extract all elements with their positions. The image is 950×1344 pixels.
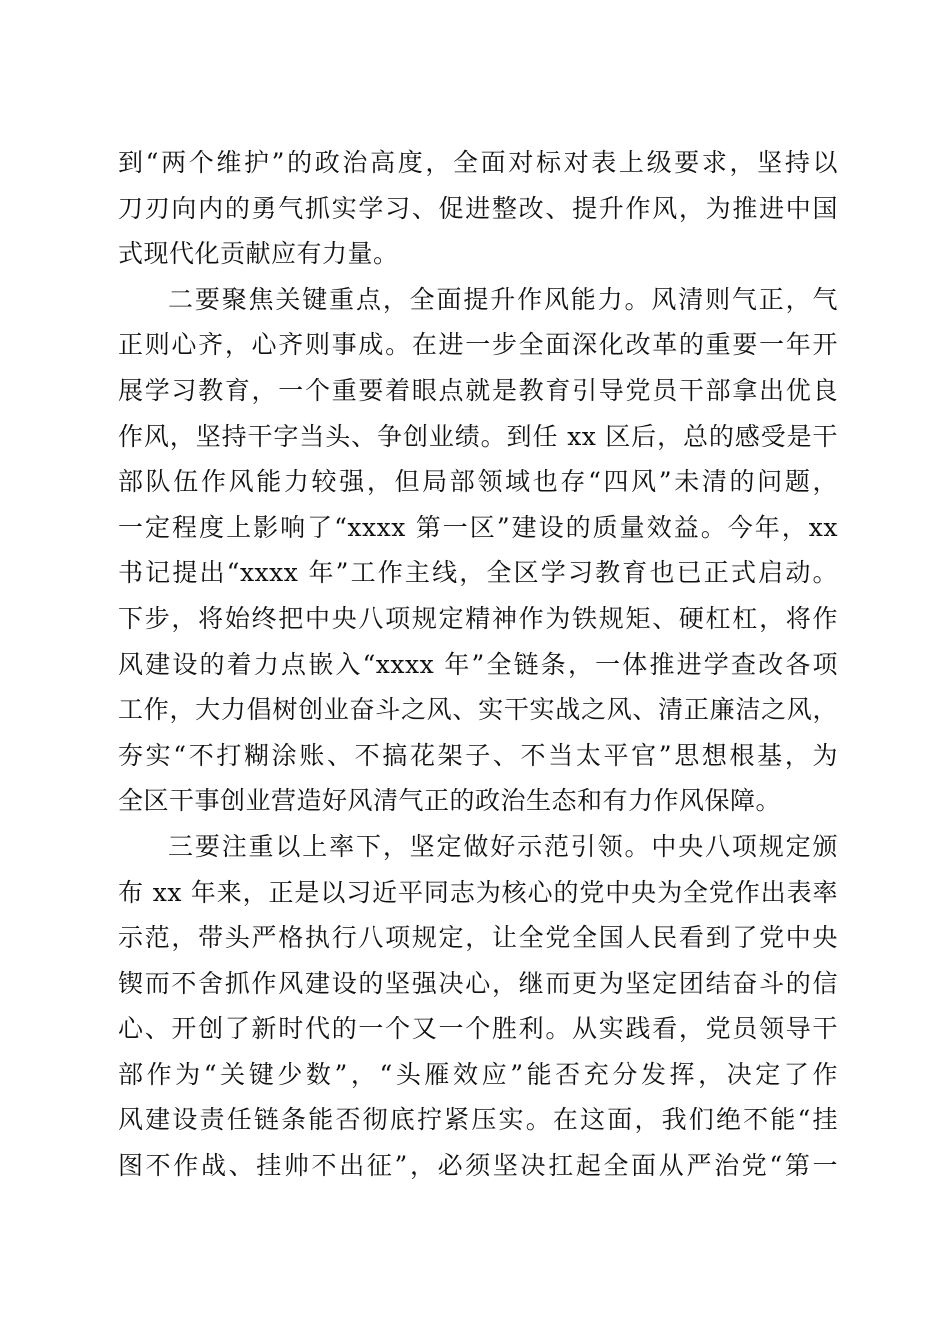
text-line: 锲而不舍抓作风建设的坚强决心，继而更为坚定团结奋斗的信 [118, 968, 838, 998]
text-line: 刀刃向内的勇气抓实学习、促进整改、提升作风，为推进中国 [118, 193, 838, 223]
text-line: 全区干事创业营造好风清气正的政治生态和有力作风保障。 [118, 786, 782, 816]
text-line: 书记提出“xxxx 年”工作主线，全区学习教育也已正式启动。 [118, 558, 838, 588]
text-line: 正则心齐，心齐则事成。在进一步全面深化改革的重要一年开 [118, 330, 838, 360]
paragraph-first-line: 三要注重以上率下，坚定做好示范引领。中央八项规定颁 [168, 831, 838, 861]
body-text [118, 140, 838, 1189]
text-line: 部作为“关键少数”，“头雁效应”能否充分发挥，决定了作 [118, 1059, 838, 1089]
text-line: 式现代化贡献应有力量。 [118, 239, 399, 269]
text-line: 作风，坚持干字当头、争创业绩。到任 xx 区后，总的感受是干 [118, 421, 838, 451]
text-line: 风建设的着力点嵌入“xxxx 年”全链条，一体推进学查改各项 [118, 649, 838, 679]
text-line: 风建设责任链条能否彻底拧紧压实。在这面，我们绝不能“挂 [118, 1105, 838, 1135]
text-line: 夯实“不打糊涂账、不搞花架子、不当太平官”思想根基，为 [118, 740, 838, 770]
text-line: 部队伍作风能力较强，但局部领域也存“四风”未清的问题， [118, 467, 838, 497]
text-line: 展学习教育，一个重要着眼点就是教育引导党员干部拿出优良 [118, 375, 838, 405]
text-line: 下步，将始终把中央八项规定精神作为铁规矩、硬杠杠，将作 [118, 603, 838, 633]
text-line: 到“两个维护”的政治高度，全面对标对表上级要求，坚持以 [118, 148, 838, 177]
text-line: 一定程度上影响了“xxxx 第一区”建设的质量效益。今年，xx [118, 512, 838, 542]
text-line: 示范，带头严格执行八项规定，让全党全国人民看到了党中央 [118, 923, 838, 953]
text-line: 工作，大力倡树创业奋斗之风、实干实战之风、清正廉洁之风， [118, 695, 838, 725]
paragraph-first-line: 二要聚焦关键重点，全面提升作风能力。风清则气正，气 [168, 284, 838, 314]
text-line: 心、开创了新时代的一个又一个胜利。从实践看，党员领导干 [118, 1014, 838, 1044]
text-line: 图不作战、挂帅不出征”，必须坚决扛起全面从严治党“第一 [118, 1151, 838, 1181]
text-line: 布 xx 年来，正是以习近平同志为核心的党中央为全党作出表率 [118, 877, 838, 907]
